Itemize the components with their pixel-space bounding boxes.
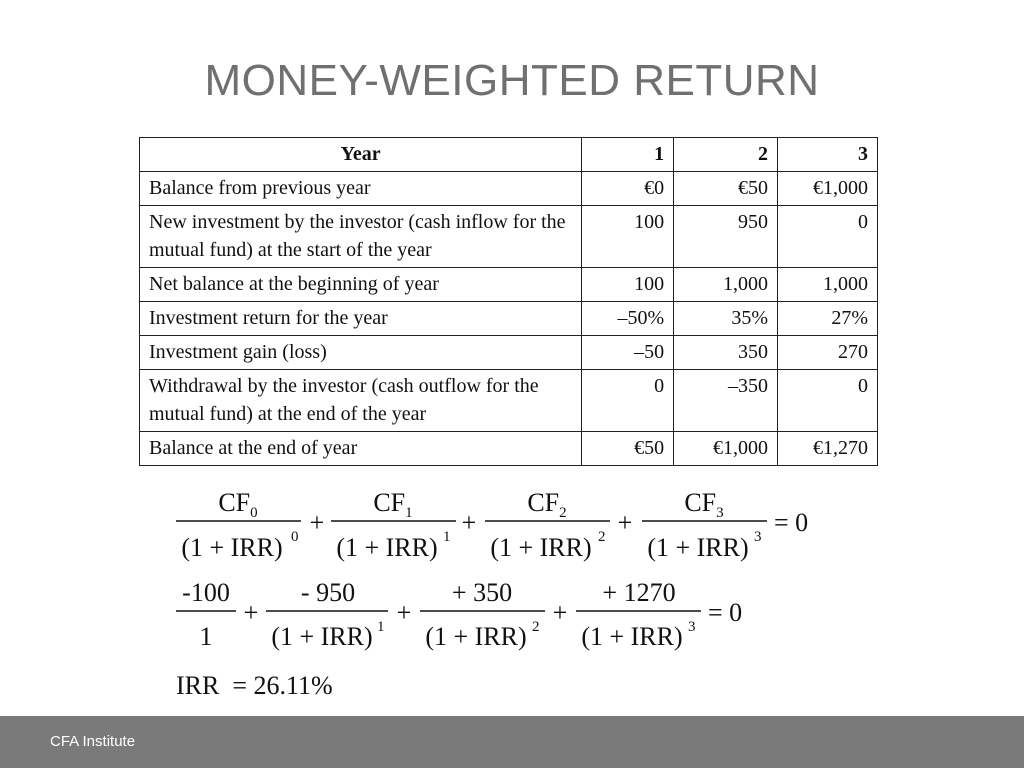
denominator: (1 + IRR) [271, 622, 373, 651]
cell-value: 27% [778, 302, 878, 336]
numerator-cf2: $CF_2$ [527, 488, 567, 521]
denominator: (1 + IRR) [181, 533, 283, 562]
numerator-cf1: $CF_1$ [373, 488, 413, 521]
exponent: 2 [598, 529, 606, 545]
cell-value: €1,000 [778, 172, 878, 206]
row-label: Net balance at the beginning of year [140, 268, 582, 302]
denominator: (1 + IRR) [647, 533, 749, 562]
cell-value: 1,000 [674, 268, 778, 302]
row-label: Investment return for the year [140, 302, 582, 336]
plus-operator: + [552, 598, 568, 627]
row-label: Balance at the end of year [140, 432, 582, 466]
denominator: (1 + IRR) [581, 622, 683, 651]
cell-value: 950 [674, 206, 778, 268]
equals-zero: = 0 [774, 508, 809, 537]
cell-value: 35% [674, 302, 778, 336]
cell-value: 270 [778, 336, 878, 370]
numeric-irr-equation [176, 578, 742, 651]
general-irr-equation [176, 488, 808, 562]
cell-value: 350 [674, 336, 778, 370]
numerator-cf3: $CF_3$ [684, 488, 724, 521]
header-year-1: 1 [582, 138, 674, 172]
cell-value: €1,000 [674, 432, 778, 466]
cell-value: €0 [582, 172, 674, 206]
plus-operator: + [309, 508, 325, 537]
plus-operator: + [461, 508, 477, 537]
irr-result: IRR = 26.11% [176, 671, 333, 700]
cell-value: 100 [582, 268, 674, 302]
cell-value: 100 [582, 206, 674, 268]
plus-operator: + [396, 598, 412, 627]
row-label: New investment by the investor (cash inflow for the mutual fund) at the start of the year [140, 206, 582, 268]
cell-value: 1,000 [778, 268, 878, 302]
plus-operator: + [617, 508, 633, 537]
denominator: (1 + IRR) [425, 622, 527, 651]
header-year: Year [140, 138, 582, 172]
numerator-cf0: $CF_0$ [218, 488, 258, 521]
cell-value: –50 [582, 336, 674, 370]
exponent: 3 [754, 529, 762, 545]
cell-value: €1,270 [778, 432, 878, 466]
denominator: (1 + IRR) [336, 533, 438, 562]
cell-value: 0 [778, 206, 878, 268]
exponent: 2 [532, 619, 540, 635]
denominator: (1 + IRR) [490, 533, 592, 562]
exponent: 1 [443, 529, 451, 545]
plus-operator: + [243, 598, 259, 627]
cell-value: 0 [778, 370, 878, 432]
numerator: + 1270 [602, 578, 676, 607]
row-label: Withdrawal by the investor (cash outflow for the mutual fund) at the end of the year [140, 370, 582, 432]
numerator: -100 [182, 578, 230, 607]
exponent: 1 [377, 619, 385, 635]
numerator: + 350 [451, 578, 513, 607]
exponent: 3 [688, 619, 696, 635]
cell-value: 0 [582, 370, 674, 432]
slide-title: MONEY-WEIGHTED RETURN [204, 56, 820, 105]
equals-zero: = 0 [708, 598, 743, 627]
cell-value: –350 [674, 370, 778, 432]
denominator: 1 [199, 622, 213, 651]
cell-value: €50 [582, 432, 674, 466]
footer-brand: CFA Institute [50, 733, 136, 750]
row-label: Balance from previous year [140, 172, 582, 206]
row-label: Investment gain (loss) [140, 336, 582, 370]
numerator: - 950 [300, 578, 356, 607]
header-year-3: 3 [778, 138, 878, 172]
footer-bar [0, 716, 1024, 768]
cell-value: –50% [582, 302, 674, 336]
header-year-2: 2 [674, 138, 778, 172]
cell-value: €50 [674, 172, 778, 206]
exponent: 0 [291, 529, 299, 545]
